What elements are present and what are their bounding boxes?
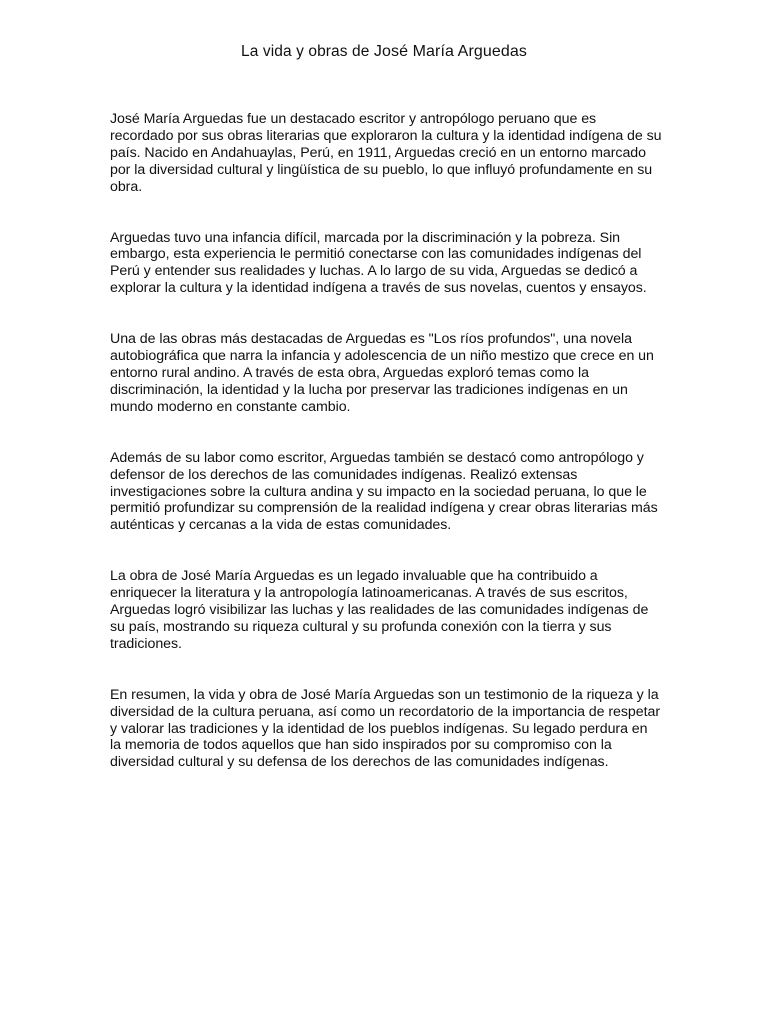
document-body (110, 111, 662, 805)
title-prefix: La vida y obras de (241, 43, 374, 60)
paragraph-3: Una de las obras más destacadas de Arguedas es "Los ríos profundos", una novela autobiográfica que narra la infancia y adolescencia de un niño mestizo que crece en un entorno rural andino. A través de esta obra, Arguedas exploró temas como la discriminación, la identidad y la lucha por preservar las tradiciones indígenas en un mundo moderno en constante cambio. (110, 331, 654, 415)
paragraph-6: En resumen, la vida y obra de José María Arguedas son un testimonio de la riqueza y la diversidad de la cultura peruana, así como un recordatorio de la importancia de respetar y valorar las tradiciones y la identidad de los pueblos indígenas. Su legado perdura en la memoria de todos aquellos que han sido inspirados por su compromiso con la diversidad cultural y su defensa de los derechos de las comunidades indígenas. (110, 686, 661, 771)
paragraph-4: Además de su labor como escritor, Arguedas también se destacó como antropólogo y defensor de los derechos de las comunidades indígenas. Realizó extensas investigaciones sobre la cultura andina y su impacto en la sociedad peruana, lo que le permitió profundizar su comprensión de la realidad indígena y crear obras literarias más auténticas y cercanas a la vida de estas comunidades. (110, 449, 658, 534)
paragraph-5: La obra de José María Arguedas es un legado invaluable que ha contribuido a enriquecer la literatura y la antropología latinoamericanas. A través de sus escritos, Arguedas logró visibilizar las luchas y las realidades de las comunidades indígenas de su país, mostrando su riqueza cultural y su profunda conexión con la tierra y sus tradiciones. (110, 568, 649, 652)
document-title (0, 42, 768, 62)
paragraph-2: Arguedas tuvo una infancia difícil, marcada por la discriminación y la pobreza. Sin embargo, esta experiencia le permitió conectarse con las comunidades indígenas del Perú y entender sus realidades y luchas. A lo largo de su vida, Arguedas se dedicó a explorar la cultura y la identidad indígena a través de sus novelas, cuentos y ensayos. (110, 229, 647, 297)
title-name: José María Arguedas (373, 43, 527, 60)
paragraph-1: José María Arguedas fue un destacado escritor y antropólogo peruano que es recordado por sus obras literarias que exploraron la cultura y la identidad indígena de su país. Nacido en Andahuaylas, Perú, en 1911, Arguedas creció en un entorno marcado por la diversidad cultural y lingüística de su pueblo, lo que influyó profundamente en su obra. (110, 111, 662, 195)
